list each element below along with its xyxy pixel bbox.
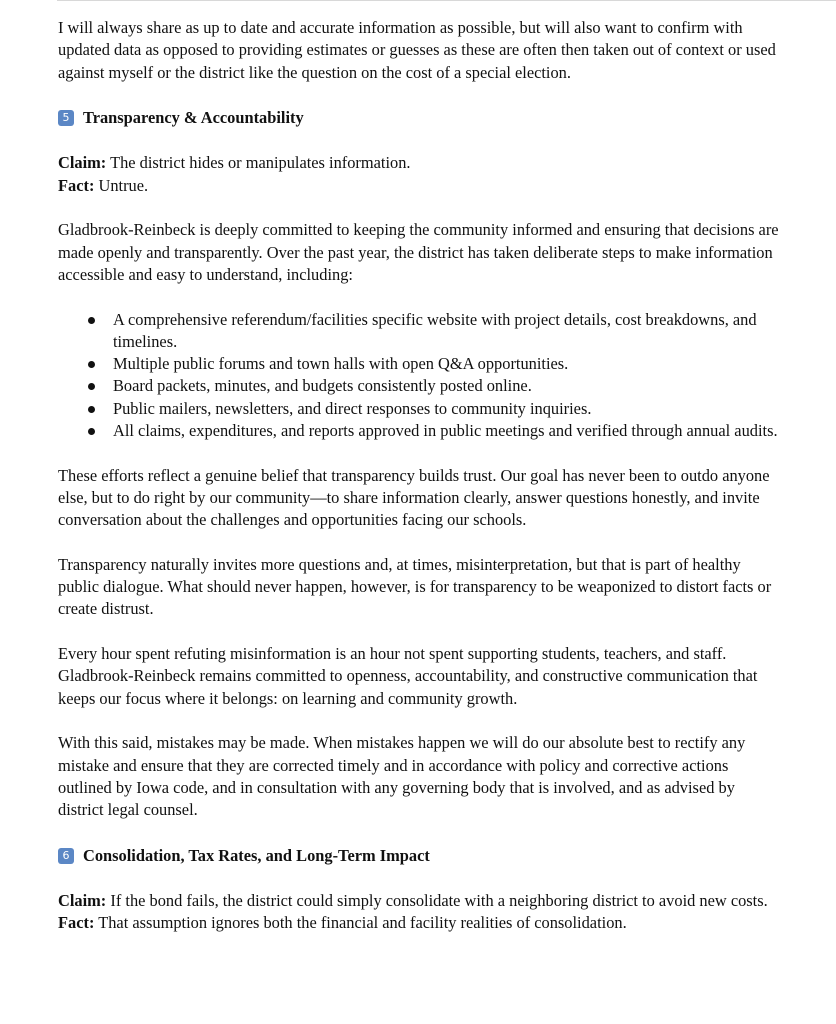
transparency-paragraph-2: These efforts reflect a genuine belief that transparency builds trust. Our goal has never been to outdo anyone else, but to do right by our community—to share information clearly, answer questions honestly, and invite conversation about the challenges and opportunities facing our schools. [58, 465, 770, 530]
document-body [58, 17, 782, 935]
fact-line [58, 912, 782, 934]
claim-label: Claim: [58, 890, 107, 910]
list-item: Board packets, minutes, and budgets consistently posted online. [113, 375, 782, 397]
transparency-bullet-list [58, 309, 782, 443]
section-6-heading [58, 844, 782, 868]
transparency-paragraph-1: Gladbrook-Reinbeck is deeply committed to keeping the community informed and ensuring that decisions are made openly and transparently. Over the past year, the district has taken deliberate steps to make information accessible and easy to understand, including: [58, 220, 779, 284]
section-5-title: Transparency & Accountability [83, 108, 304, 128]
list-item: Multiple public forums and town halls with open Q&A opportunities. [113, 353, 782, 375]
claim-line [58, 152, 782, 174]
claim-text: The district hides or manipulates information. [110, 153, 411, 173]
keycap-5-icon: 5 [58, 110, 74, 126]
claim-line [58, 890, 782, 912]
fact-label: Fact: [58, 913, 95, 933]
list-item: All claims, expenditures, and reports approved in public meetings and verified through annual audits. [113, 420, 782, 442]
section-5-heading [58, 106, 782, 130]
transparency-paragraph-5: With this said, mistakes may be made. When mistakes happen we will do our absolute best to rectify any mistake and ensure that they are corrected timely and in accordance with policy and corrective actions outlined by Iowa code, and in consultation with any governing body that is involved, and as advised by district legal counsel. [58, 733, 746, 820]
fact-text: Untrue. [98, 175, 149, 195]
intro-paragraph: I will always share as up to date and accurate information as possible, but will also want to confirm with updated data as opposed to providing estimates or guesses as these are often then taken out of context or used against myself or the district like the question on the cost of a special election. [58, 18, 776, 82]
section-6-title: Consolidation, Tax Rates, and Long-Term Impact [83, 845, 430, 865]
fact-text: That assumption ignores both the financial and facility realities of consolidation. [98, 913, 627, 933]
list-item: A comprehensive referendum/facilities specific website with project details, cost breakdowns, and timelines. [113, 309, 782, 354]
keycap-6-icon: 6 [58, 848, 74, 864]
list-item: Public mailers, newsletters, and direct responses to community inquiries. [113, 398, 782, 420]
top-divider [57, 0, 836, 1]
transparency-paragraph-3: Transparency naturally invites more questions and, at times, misinterpretation, but that is part of healthy public dialogue. What should never happen, however, is for transparency to be weaponized to distort facts or create distrust. [58, 554, 772, 619]
transparency-paragraph-4: Every hour spent refuting misinformation is an hour not spent supporting students, teachers, and staff. Gladbrook-Reinbeck remains committed to openness, accountability, and constructive communication that keeps our focus where it belongs: on learning and community growth. [58, 644, 758, 708]
fact-label: Fact: [58, 175, 95, 195]
claim-label: Claim: [58, 153, 107, 173]
fact-line [58, 175, 782, 197]
claim-text: If the bond fails, the district could simply consolidate with a neighboring district to avoid new costs. [110, 890, 768, 910]
